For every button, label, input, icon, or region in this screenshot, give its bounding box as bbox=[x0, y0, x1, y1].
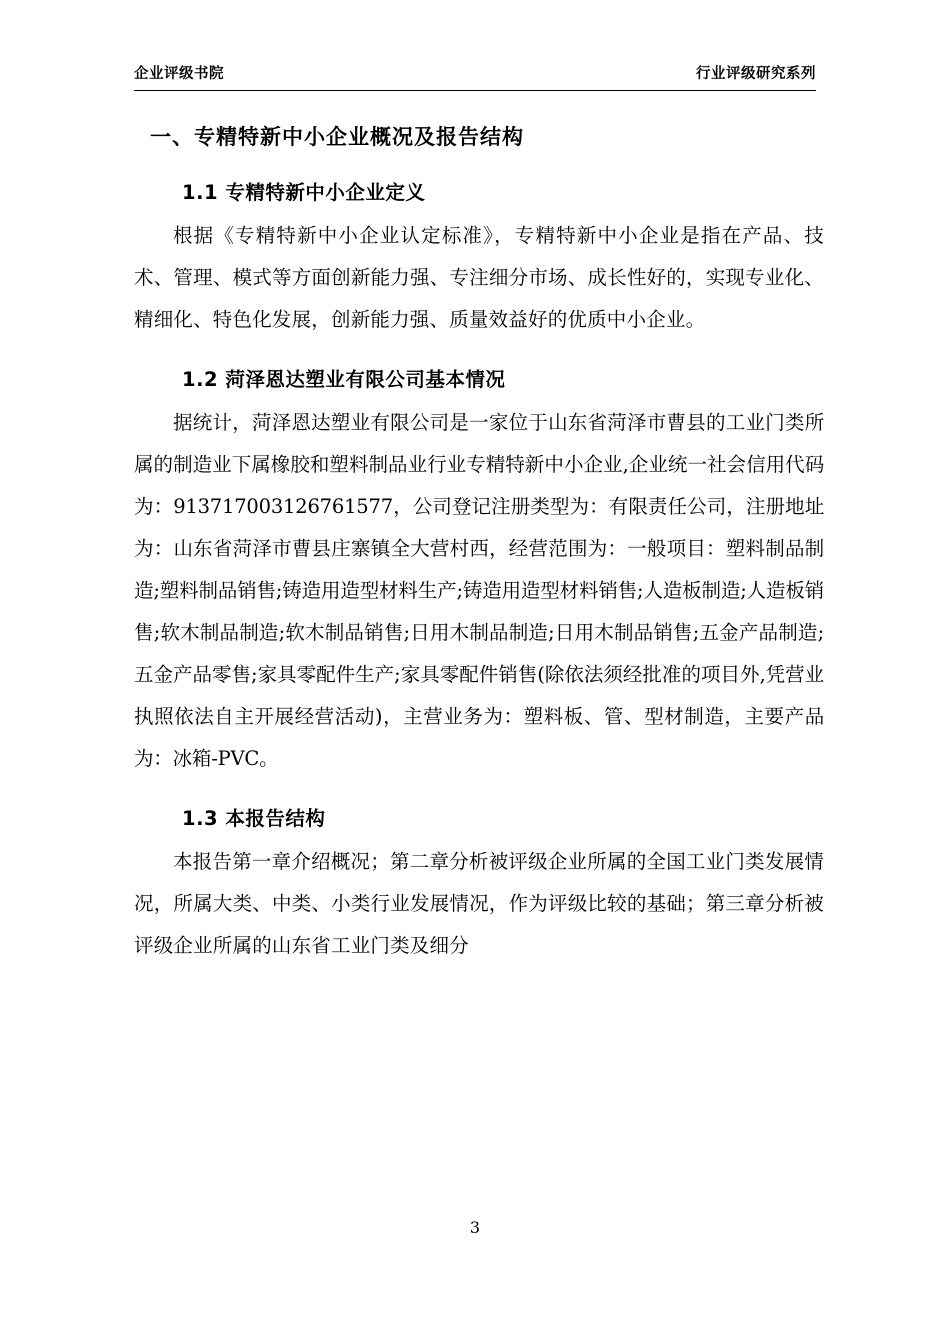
page-header bbox=[134, 62, 816, 83]
header-divider bbox=[134, 90, 816, 91]
header-left-text: 企业评级书院 bbox=[134, 66, 224, 82]
section-1-2-title: 1.2 菏泽恩达塑业有限公司基本情况 bbox=[182, 367, 506, 391]
section-1-1-paragraph: 根据《专精特新中小企业认定标准》，专精特新中小企业是指在产品、技术、管理、模式等方面创新能力强、专注细分市场、成长性好的，实现专业化、精细化、特色化发展，创新能力强、质量效益好的优质中小企业。 bbox=[134, 223, 824, 331]
page-number: 3 bbox=[469, 1218, 481, 1237]
section-1-1-title: 1.1 专精特新中小企业定义 bbox=[182, 180, 426, 204]
section-1-3-title: 1.3 本报告结构 bbox=[182, 807, 326, 830]
section-1-3-paragraph: 本报告第一章介绍概况；第二章分析被评级企业所属的全国工业门类发展情况，所属大类、中类、小类行业发展情况，作为评级比较的基础；第三章分析被评级企业所属的山东省工业门类及细分 bbox=[134, 850, 824, 958]
chapter-title: 一、专精特新中小企业概况及报告结构 bbox=[150, 125, 524, 149]
page-content bbox=[134, 108, 824, 967]
header-right-text: 行业评级研究系列 bbox=[696, 66, 816, 82]
section-1-2-paragraph: 据统计，菏泽恩达塑业有限公司是一家位于山东省菏泽市曹县的工业门类所属的制造业下属橡胶和塑料制品业行业专精特新中小企业,企业统一社会信用代码为：913717003126761577，公司登记注册类型为：有限责任公司，注册地址为：山东省菏泽市曹县庄寨镇全大营村西，经营范围为：一般项目：塑料制品制造;塑料制品销售;铸造用造型材料生产;铸造用造型材料销售;人造板制造;人造板销售;软木制品制造;软木制品销售;日用木制品制造;日用木制品销售;五金产品制造;五金产品零售;家具零配件生产;家具零配件销售(除依法须经批准的项目外,凭营业执照依法自主开展经营活动)，主营业务为：塑料板、管、型材制造，主要产品为：冰箱-PVC。 bbox=[134, 411, 824, 770]
